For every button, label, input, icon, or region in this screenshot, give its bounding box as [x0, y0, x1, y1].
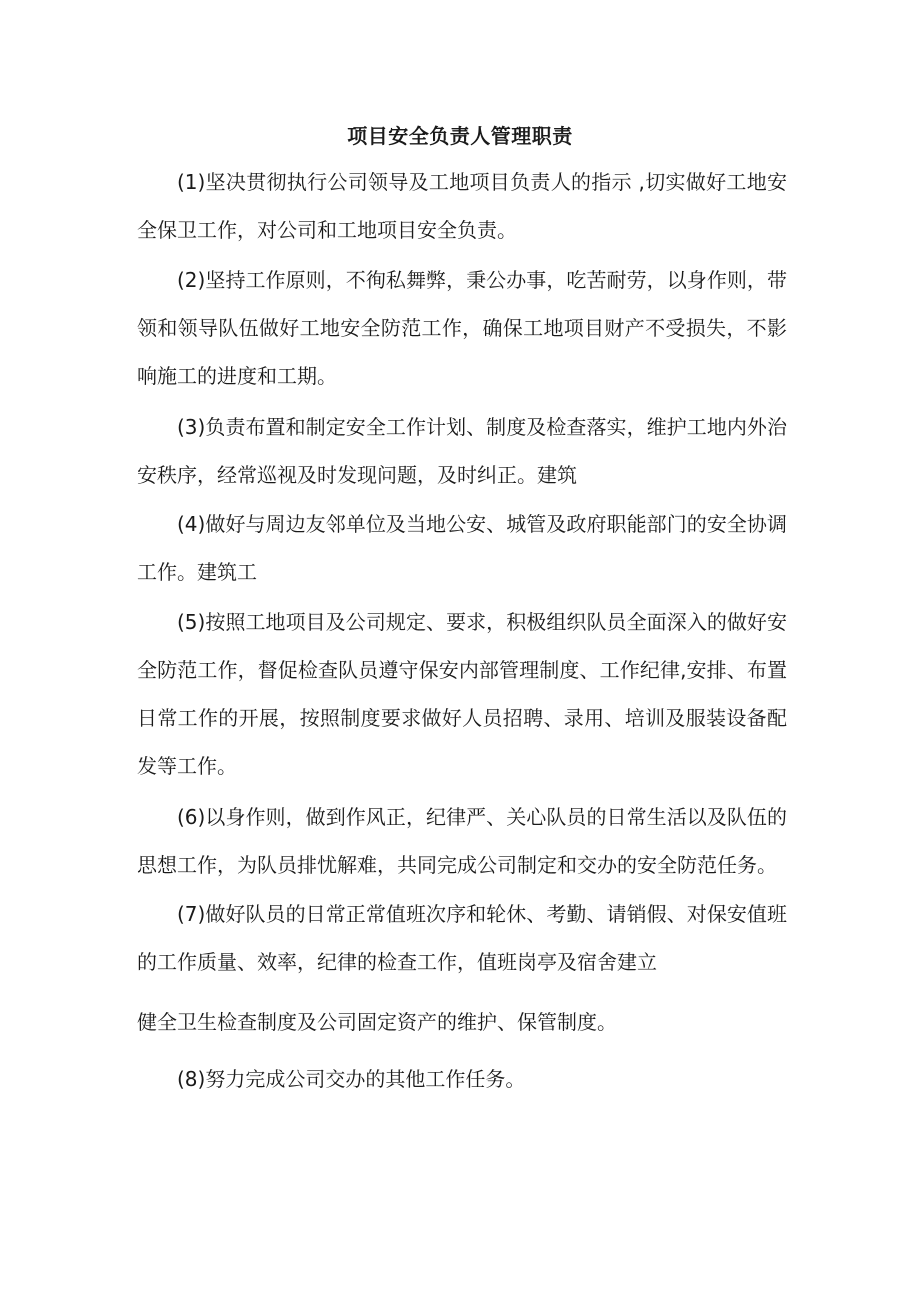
paragraph-7: (7)做好队员的日常正常值班次序和轮休、考勤、请销假、对保安值班的工作质量、效率，纪律的检查工作，值班岗亭及宿舍建立 — [137, 902, 787, 974]
paragraph-4: (4)做好与周边友邻单位及当地公安、城管及政府职能部门的安全协调工作。建筑工 — [137, 512, 787, 584]
paragraph-7-continued: 健全卫生检查制度及公司固定资产的维护、保管制度。 — [137, 1010, 617, 1034]
paragraph-3: (3)负责布置和制定安全工作计划、制度及检查落实，维护工地内外治安秩序，经常巡视及时发现问题，及时纠正。建筑 — [137, 415, 787, 487]
paragraph-1: (1)坚决贯彻执行公司领导及工地项目负责人的指示 ,切实做好工地安全保卫工作，对公司和工地项目安全负责。 — [137, 170, 787, 242]
paragraph-6: (6)以身作则，做到作风正，纪律严、关心队员的日常生活以及队伍的思想工作，为队员排忧解难，共同完成公司制定和交办的安全防范任务。 — [137, 805, 787, 877]
document-title: 项目安全负责人管理职责 — [347, 124, 573, 148]
paragraph-5: (5)按照工地项目及公司规定、要求，积极组织队员全面深入的做好安全防范工作，督促检查队员遵守保安内部管理制度、工作纪律,安排、布置日常工作的开展，按照制度要求做好人员招聘、录用、培训及服装设备配发等工作。 — [137, 610, 787, 778]
paragraph-2: (2)坚持工作原则，不徇私舞弊，秉公办事，吃苦耐劳，以身作则，带领和领导队伍做好工地安全防范工作，确保工地项目财产不受损失，不影响施工的进度和工期。 — [137, 268, 787, 388]
paragraph-8: (8)努力完成公司交办的其他工作任务。 — [177, 1067, 526, 1091]
